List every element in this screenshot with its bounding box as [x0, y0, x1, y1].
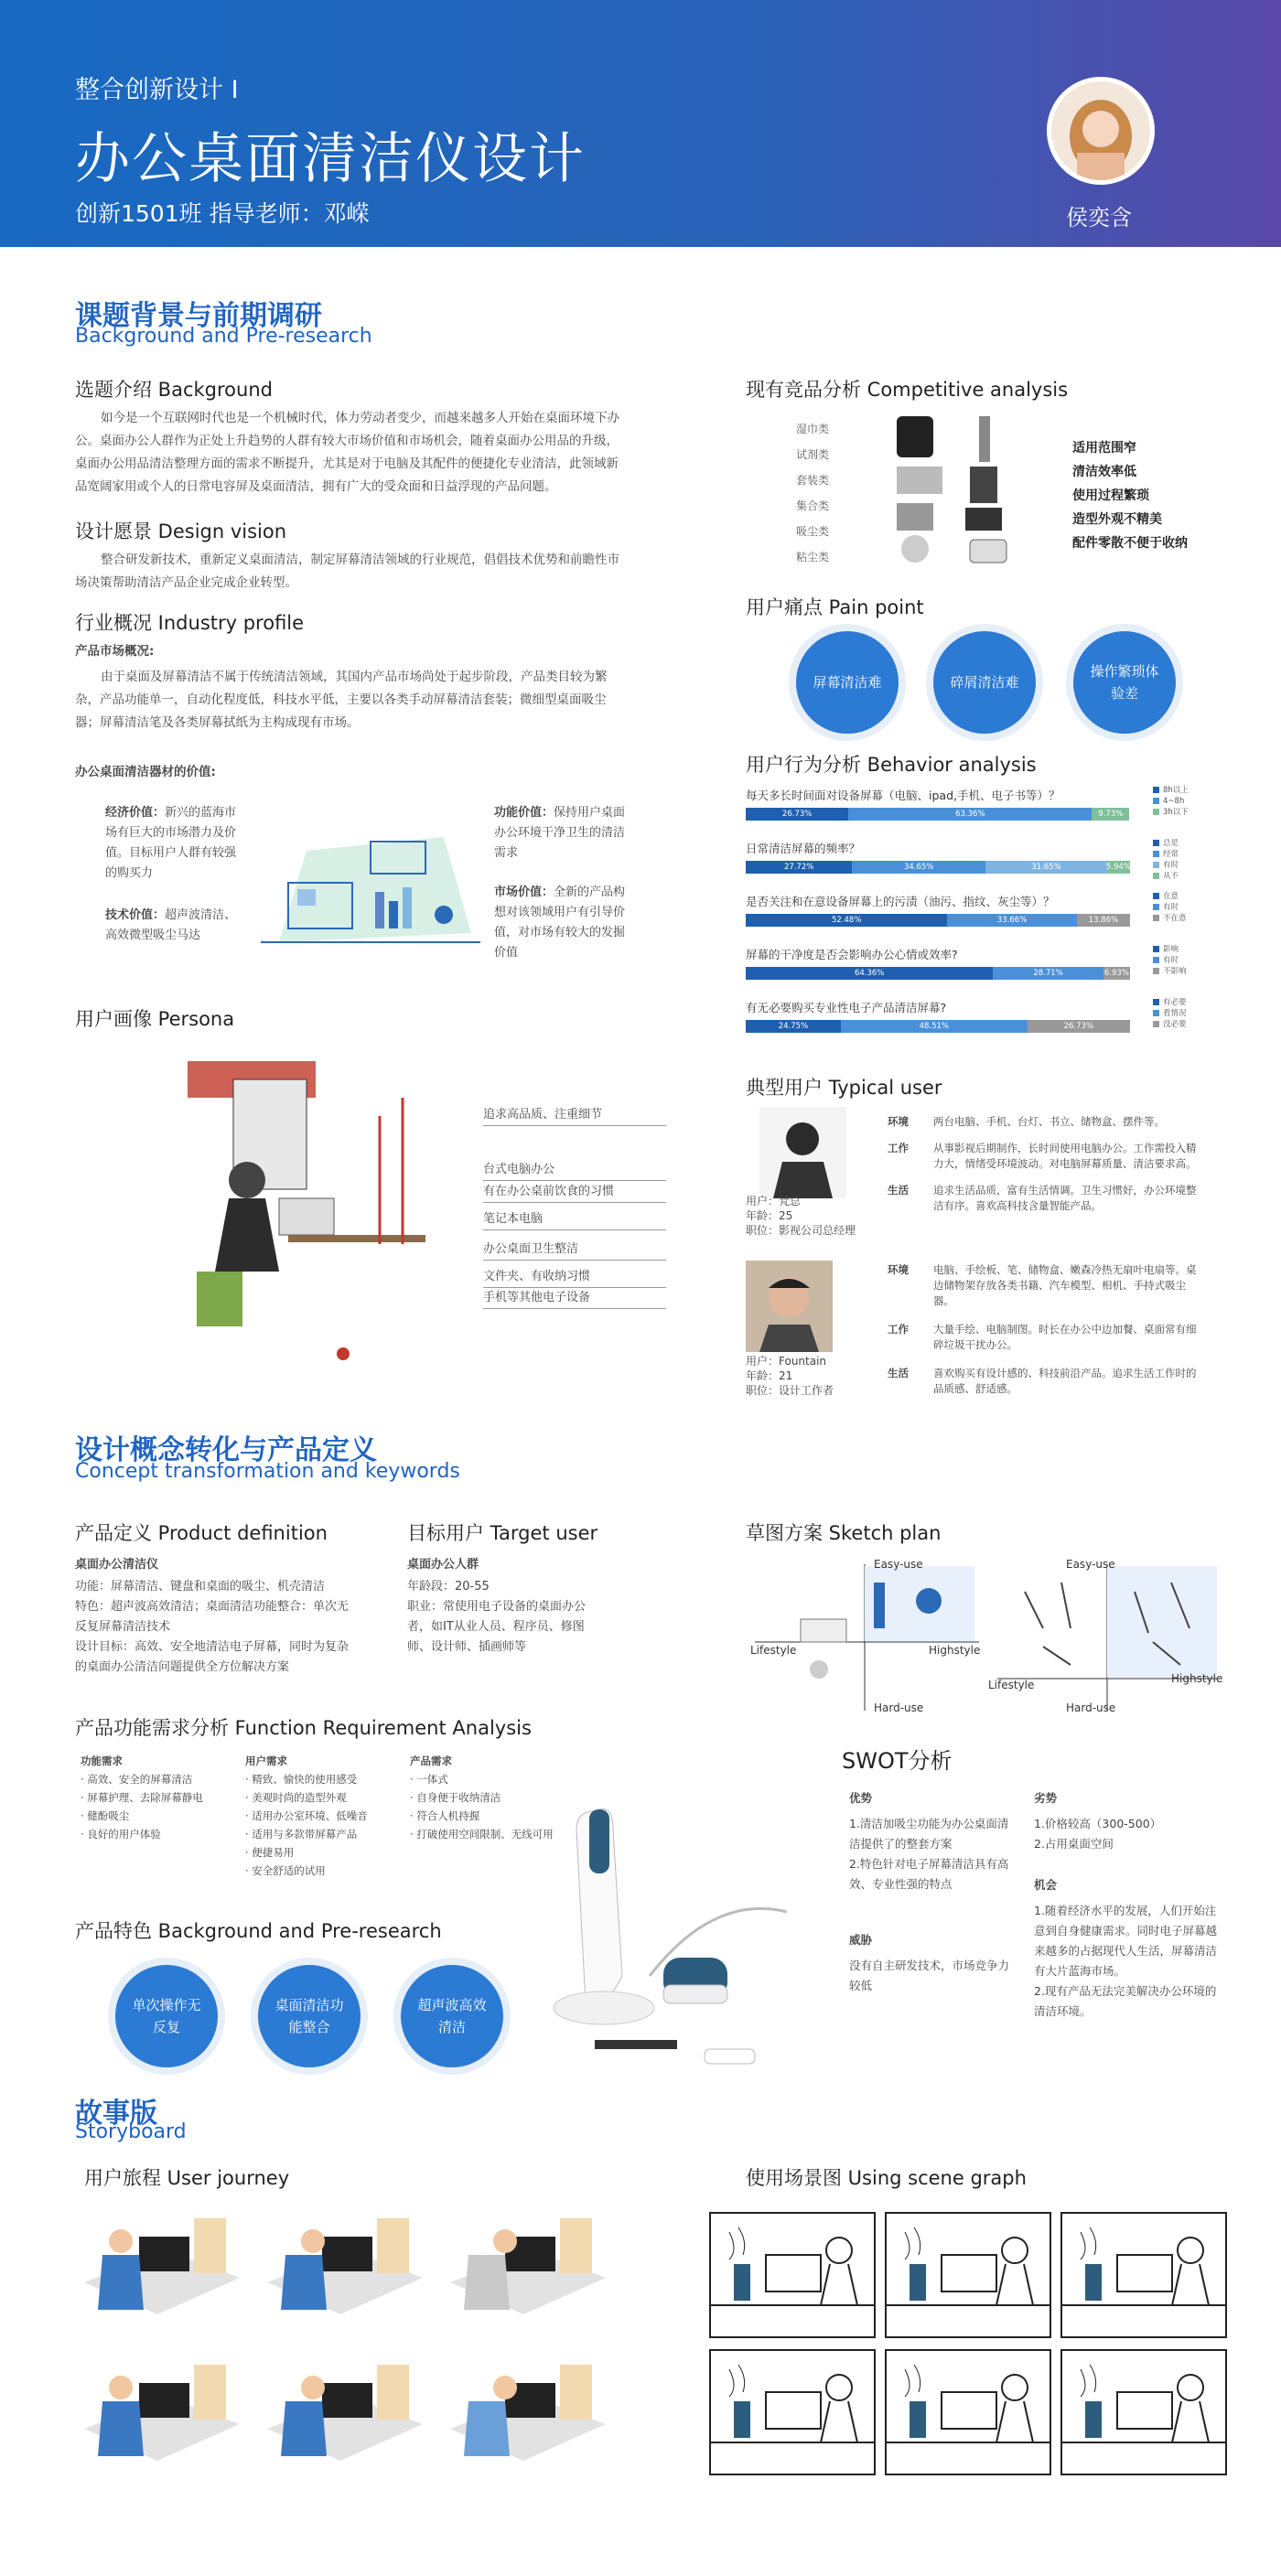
vision-heading: 设计愿景 Design vision	[75, 521, 287, 542]
swot-threat: 威胁 没有自主研发技术，市场竞争力较低	[849, 1933, 1010, 1992]
behavior-bar-segment: 64.36%	[746, 967, 993, 980]
swot-heading: SWOT分析	[842, 1748, 953, 1774]
behavior-bar	[746, 808, 1130, 821]
user-journey-storyboard	[75, 2200, 624, 2479]
behavior-bar-segment: 5.94%	[1105, 863, 1131, 872]
behavior-bar-segment: 27.72%	[746, 861, 852, 874]
sketch-life-label-2: Lifestyle	[988, 1679, 1035, 1691]
competitive-heading: 现有竞品分析 Competitive analysis	[746, 379, 1069, 401]
behavior-question	[746, 840, 1222, 893]
pain-point-crumbs: 碎屑清洁难	[926, 624, 1043, 741]
section-subtitle-concept: Concept transformation and keywords	[75, 1460, 460, 1483]
legend-item: 不在意	[1153, 913, 1187, 924]
journey-heading: 用户旅程 User journey	[84, 2167, 290, 2189]
swot-strength: 优势 1.清洁加吸尘功能为办公桌面清洁提供了的整套方案 2.特色针对电子屏幕清洁具有高效、专业性强的特点	[849, 1791, 1009, 1891]
journey-illustration	[258, 2200, 427, 2328]
value-title: 办公桌面清洁器材的价值:	[75, 765, 216, 779]
legend-item: 在意	[1153, 891, 1187, 902]
user-photo-1	[759, 1107, 846, 1198]
feature-desk-integration: 桌面清洁功能整合	[251, 1958, 368, 2075]
scene-heading: 使用场景图 Using scene graph	[746, 2167, 1027, 2189]
class-info: 创新1501班 指导老师：邓嵘	[75, 200, 370, 227]
market-value: 市场价值：全新的产品构想对该领域用户有引导价值，对市场有较大的发掘价值	[494, 886, 626, 960]
swot-weakness: 劣势 1.价格较高（300-500） 2.占用桌面空间	[1034, 1791, 1162, 1851]
pain-heading: 用户痛点 Pain point	[746, 596, 924, 618]
behavior-bar-segment: 26.73%	[1028, 1020, 1130, 1033]
behavior-bar-segment: 34.65%	[852, 861, 985, 874]
journey-panel	[258, 2346, 427, 2474]
behavior-bar-segment: 31.65%	[985, 861, 1107, 874]
scene-panel	[1060, 2349, 1227, 2475]
competitive-categories	[796, 416, 829, 570]
scene-panel	[885, 2349, 1051, 2475]
user-info-2: 用户：Fountain 年龄：21 职位：设计工作者	[746, 1355, 834, 1397]
scene-illustration	[1062, 2351, 1225, 2474]
behavior-bar	[746, 967, 1130, 980]
behavior-bar	[746, 1020, 1130, 1033]
category-label: 集合类	[796, 499, 830, 512]
behavior-question-text: 每天多长时间面对设备屏幕（电脑、ipad,手机、电子书等）？	[746, 789, 1060, 802]
journey-illustration	[258, 2346, 427, 2474]
behavior-legend	[1153, 785, 1189, 818]
issue-item: 清洁效率低	[1072, 465, 1136, 479]
behavior-legend	[1153, 944, 1187, 977]
section-title-storyboard: 故事版	[75, 2098, 157, 2130]
user-details-2: 环境 电脑、手绘板、笔、储物盒、嫩森冷热无扇叶电扇等。桌边储物架存放各类书籍、汽车模型、相机、手持式吸尘器。 工作 大量手绘、电脑制图。时长在办公中边加餐、桌面常有细碎垃圾干扰办公。 生活 喜欢购买有设计感的、科技前沿产品。追求生活工作时的品质感、舒适感。	[888, 1263, 1197, 1395]
target-group: 桌面办公人群	[407, 1558, 479, 1572]
legend-item: 看情况	[1153, 1008, 1187, 1019]
office-desk-illustration	[261, 805, 480, 956]
intro-heading: 选题介绍 Background	[75, 379, 273, 401]
section-title-research: 课题背景与前期调研	[75, 300, 322, 332]
journey-panel	[75, 2346, 244, 2474]
behavior-question	[746, 893, 1222, 946]
behavior-bar-segment: 63.36%	[848, 808, 1092, 821]
behavior-question	[746, 999, 1222, 1052]
behavior-bar	[746, 914, 1130, 927]
persona-tag: 有在办公桌前饮食的习惯	[483, 1182, 666, 1203]
behavior-question-text: 是否关注和在意设备屏幕上的污渍（油污、指纹、灰尘等）？	[746, 895, 1055, 908]
issue-item: 使用过程繁琐	[1072, 488, 1149, 503]
persona-tag: 文件夹、有收纳习惯	[483, 1267, 666, 1288]
definition-heading: 产品定义 Product definition	[75, 1522, 328, 1544]
legend-item: 3h以下	[1153, 807, 1189, 818]
scene-panel	[885, 2212, 1051, 2338]
avatar	[1047, 77, 1155, 185]
function-columns: 功能需求 · 高效、安全的屏幕清洁 · 屏幕护理、去除屏幕静电 · 健酚吸尘 · 良好的用户体验 用户需求 · 精致、愉快的使用感受 · 美观时尚的造型外观 · 适用办公室环境、低噪音 · 适用与多款带屏幕产品 · 便捷易用 · 安全舒适的试用 产品需求 · 一体式 · 自身便于收纳清洁 · 符合人机持握 · 打破使用空间限制、无线可用	[81, 1755, 554, 1877]
behavior-bar-segment: 28.71%	[993, 967, 1103, 980]
sketch-easy-label-1: Easy-use	[874, 1558, 923, 1571]
journey-illustration	[75, 2346, 244, 2474]
competitor-products-image	[878, 412, 1043, 572]
course-subtitle: 整合创新设计 I	[75, 76, 239, 104]
section-subtitle-research: Background and Pre-research	[75, 325, 372, 348]
behavior-bar-segment: 9.73%	[1092, 808, 1129, 821]
sketch-plan-left	[746, 1555, 984, 1715]
product-render	[512, 1793, 842, 2086]
issue-item: 配件零散不便于收纳	[1072, 536, 1188, 551]
scene-panel	[709, 2212, 876, 2338]
behavior-bar-segment: 33.66%	[947, 914, 1076, 927]
behavior-bar	[746, 861, 1130, 874]
sketch-hard-label-2: Hard-use	[1066, 1701, 1116, 1714]
scene-panel	[709, 2349, 876, 2475]
feature-single-operation: 单次操作无反复	[108, 1958, 225, 2075]
definition-product-name: 桌面办公清洁仪	[75, 1558, 159, 1572]
swot-opportunity: 机会 1.随着经济水平的发展，人们开始注意到自身健康需求。同时电子屏幕越来越多的占据现代人生活，屏幕清洁有大片蓝海市场。 2.现有产品无法完美解决办公环境的清洁环境。	[1034, 1878, 1218, 2018]
category-label: 吸尘类	[796, 525, 830, 538]
behavior-bar-segment: 26.73%	[746, 808, 848, 821]
legend-item: 4~8h	[1153, 796, 1189, 807]
behavior-bar-segment: 6.93%	[1103, 969, 1129, 978]
intro-text: 如今是一个互联网时代也是一个机械时代，体力劳动者变少，而越来越多人开始在桌面环境下办公。桌面办公人群作为正处上升趋势的人群有较大市场价值和市场机会，随着桌面办公用品的升级，桌面办公用品清洁整理方面的需求不断提升，尤其是对于电脑及其配件的便捷化专业清洁，此领域新品宽阔家用或个人的日常电容屏及桌面清洁，拥有广大的受众面和日益浮现的产品问题。	[75, 411, 619, 494]
user-info-1: 用户：梵总 年龄：25 职位：影视公司总经理	[746, 1195, 856, 1237]
behavior-question-text: 日常清洁屏幕的频率？	[746, 842, 861, 855]
persona-heading: 用户画像 Persona	[75, 1008, 235, 1030]
behavior-bar-segment: 24.75%	[746, 1020, 841, 1033]
journey-panel	[75, 2200, 244, 2328]
legend-item: 有时	[1153, 860, 1179, 871]
journey-panel	[258, 2200, 427, 2328]
sketch-heading: 草图方案 Sketch plan	[746, 1522, 942, 1544]
typical-heading: 典型用户 Typical user	[746, 1077, 942, 1099]
function-heading: 产品功能需求分析 Function Requirement Analysis	[75, 1717, 532, 1739]
legend-item: 8h以上	[1153, 785, 1189, 796]
persona-tag: 追求高品质、注重细节	[483, 1105, 666, 1126]
sketch-high-label-2: Highstyle	[1171, 1672, 1223, 1685]
category-label: 粘尘类	[796, 551, 830, 564]
journey-illustration	[441, 2200, 610, 2328]
scene-illustration	[711, 2351, 874, 2474]
persona-illustration	[178, 1061, 471, 1363]
legend-item: 不影响	[1153, 966, 1187, 977]
persona-tag: 台式电脑办公	[483, 1160, 666, 1181]
behavior-bar-segment: 48.51%	[841, 1020, 1028, 1033]
section-subtitle-storyboard: Storyboard	[75, 2120, 187, 2143]
legend-item: 有时	[1153, 955, 1187, 966]
scene-illustration	[887, 2214, 1050, 2336]
persona-tag: 笔记本电脑	[483, 1209, 666, 1230]
sketch-high-label-1: Highstyle	[929, 1644, 981, 1657]
behavior-question-text: 屏幕的干净度是否会影响办公心情或效率?	[746, 948, 958, 961]
persona-tag: 手机等其他电子设备	[483, 1288, 666, 1309]
scene-graph-storyboard	[709, 2212, 1240, 2477]
target-heading: 目标用户 Target user	[407, 1522, 598, 1544]
behavior-question	[746, 946, 1222, 999]
persona-tag: 办公桌面卫生整洁	[483, 1240, 666, 1261]
definition-lines: 功能：屏幕清洁、键盘和桌面的吸尘、机壳清洁 特色：超声波高效清洁；桌面清洁功能整合：单次无反复屏幕清洁技术 设计目标：高效、安全地清洁电子屏幕，同时为复杂的桌面办公清洁问题提供全方位解决方案	[75, 1580, 350, 1674]
journey-illustration	[441, 2346, 610, 2474]
market-label: 产品市场概况:	[75, 644, 155, 659]
legend-item: 有必要	[1153, 997, 1187, 1008]
issue-item: 适用范围窄	[1072, 441, 1136, 456]
legend-item: 从不	[1153, 871, 1179, 882]
industry-heading: 行业概况 Industry profile	[75, 612, 305, 634]
scene-illustration	[711, 2214, 874, 2336]
page-title: 办公桌面清洁仪设计	[75, 127, 586, 191]
competitive-issues	[1072, 436, 1188, 555]
target-lines: 年龄段：20-55 职业：常使用电子设备的桌面办公者，如IT从业人员、程序员、修图师、设计师、插画师等	[407, 1580, 587, 1654]
behavior-legend	[1153, 838, 1179, 882]
behavior-heading: 用户行为分析 Behavior analysis	[746, 754, 1037, 776]
scene-panel	[1060, 2212, 1227, 2338]
section-title-concept: 设计概念转化与产品定义	[75, 1434, 377, 1466]
scene-illustration	[1062, 2214, 1225, 2336]
feature-ultrasonic: 超声波高效清洁	[393, 1958, 511, 2075]
legend-item: 有时	[1153, 902, 1187, 913]
behavior-question	[746, 787, 1222, 840]
behavior-chart	[746, 787, 1222, 1052]
behavior-legend	[1153, 997, 1187, 1030]
economic-value: 经济价值：新兴的蓝海市场有巨大的市场潜力及价值。目标用户人群有较强的购买力	[105, 806, 237, 880]
behavior-legend	[1153, 891, 1187, 924]
category-label: 试剂类	[796, 448, 830, 461]
sketch-easy-label-2: Easy-use	[1066, 1558, 1115, 1571]
behavior-question-text: 有无必要购买专业性电子产品清洁屏幕?	[746, 1001, 947, 1014]
tech-value: 技术价值：超声波清洁、高效微型吸尘马达	[105, 908, 237, 942]
legend-item: 经常	[1153, 849, 1179, 860]
sketch-life-label-1: Lifestyle	[750, 1644, 797, 1657]
legend-item: 总是	[1153, 838, 1179, 849]
pain-point-screen: 屏幕清洁难	[789, 624, 906, 741]
journey-panel	[441, 2200, 610, 2328]
scene-illustration	[887, 2351, 1050, 2474]
sketch-hard-label-1: Hard-use	[874, 1701, 924, 1714]
legend-item: 影响	[1153, 944, 1187, 955]
pain-point-operation: 操作繁琐体验差	[1066, 624, 1183, 741]
user-photo-2	[746, 1261, 833, 1352]
vision-text: 整合研发新技术，重新定义桌面清洁，制定屏幕清洁领域的行业规范，倡倡技术优势和前瞻性市场决策帮助清洁产品企业完成企业转型。	[75, 553, 619, 590]
behavior-bar-segment: 52.48%	[746, 914, 947, 927]
features-heading: 产品特色 Background and Pre-research	[75, 1920, 442, 1942]
category-label: 套装类	[796, 474, 830, 487]
issue-item: 造型外观不精美	[1072, 512, 1162, 527]
industry-text: 由于桌面及屏幕清洁不属于传统清洁领域，其国内产品市场尚处于起步阶段，产品类目较为繁杂，产品功能单一，自动化程度低，科技水平低，主要以各类手动屏幕清洁套装；微细型桌面吸尘器；屏幕清洁笔及各类屏幕拭纸为主构成现有市场。	[75, 670, 608, 730]
journey-illustration	[75, 2200, 244, 2328]
legend-item: 没必要	[1153, 1019, 1187, 1030]
author-name: 侯奕含	[1066, 205, 1132, 231]
behavior-bar-segment: 13.86%	[1077, 914, 1130, 927]
category-label: 湿巾类	[796, 423, 830, 435]
user-details-1: 环境 两台电脑、手机、台灯、书立、储物盒、摆件等。 工作 从事影视后期制作，长时间使用电脑办公。工作需投入精力大，情绪受环境波动。对电脑屏幕质量、清洁要求高。 生活 追求生活品质，富有生活情调。卫生习惯好，办公环境整洁有序。喜欢高科技含量智能产品。	[888, 1115, 1197, 1212]
function-value: 功能价值：保持用户桌面办公环境干净卫生的清洁需求	[494, 806, 626, 860]
journey-panel	[441, 2346, 610, 2474]
